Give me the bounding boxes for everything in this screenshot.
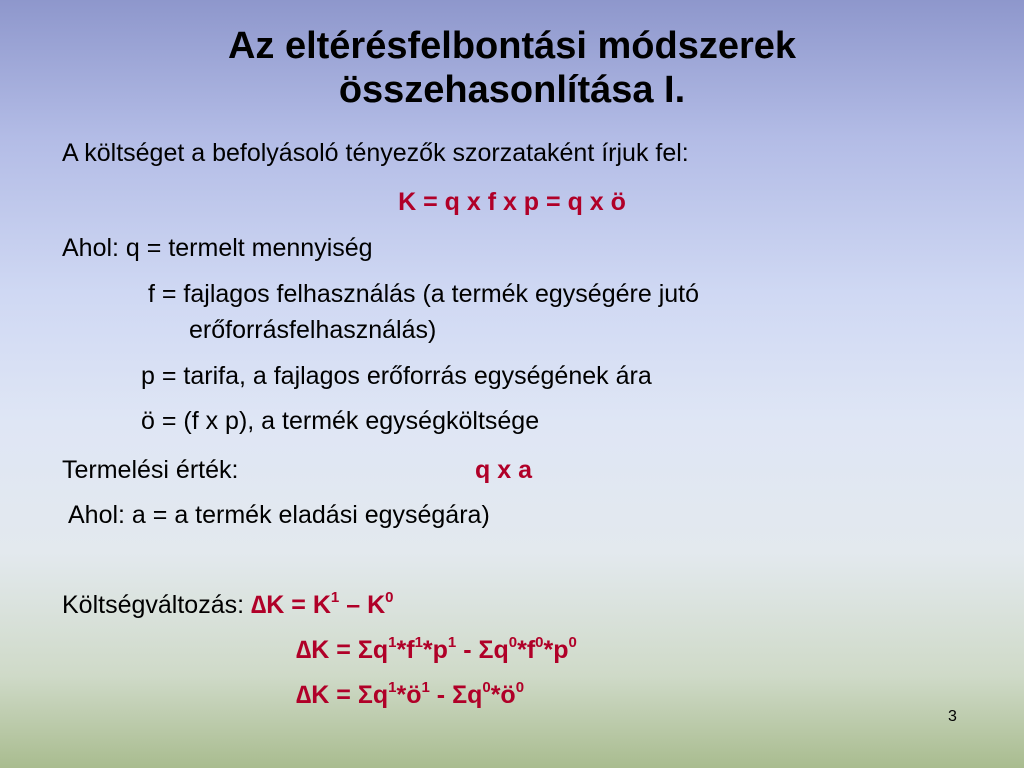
koltseg-row (62, 590, 393, 620)
title-line-1: Az eltérésfelbontási módszerek (227, 25, 797, 67)
termelesi-label: Termelési érték: (62, 456, 239, 484)
intro-text: A költséget a befolyásoló tényezők szorzataként írjuk fel: (62, 139, 689, 167)
delta-formula-1: $\Delta K = K^1 - K^0$ (251, 588, 394, 619)
slide-title (0, 24, 1024, 112)
delta-formula-2: $\Delta K = \Sigma q^1*f^1*p^1 - \Sigma q^0*f^0*p^0$ (296, 633, 577, 664)
title-line-2: összehasonlítása I. (338, 69, 686, 111)
def-q: Ahol: q = termelt mennyiség (62, 234, 373, 262)
def-f-line1: f = fajlagos felhasználás (a termék egységére jutó (148, 280, 700, 308)
termelesi-formula: q x a (475, 456, 532, 484)
def-p: p = tarifa, a fajlagos erőforrás egységének ára (141, 362, 652, 390)
def-a: Ahol: a = a termék eladási egységára) (68, 501, 490, 529)
koltseg-label: Költségváltozás: (62, 591, 245, 619)
main-formula: K = q x f x p = q x ö (398, 188, 626, 216)
def-f-line2: erőforrásfelhasználás) (189, 316, 437, 344)
slide-number: 3 (948, 708, 957, 725)
delta-formula-3: $\Delta K = \Sigma q^1*ö^1$ - $\Sigma q^0*ö^0$ (296, 678, 525, 709)
def-o: ö = (f x p), a termék egységköltsége (141, 407, 540, 435)
